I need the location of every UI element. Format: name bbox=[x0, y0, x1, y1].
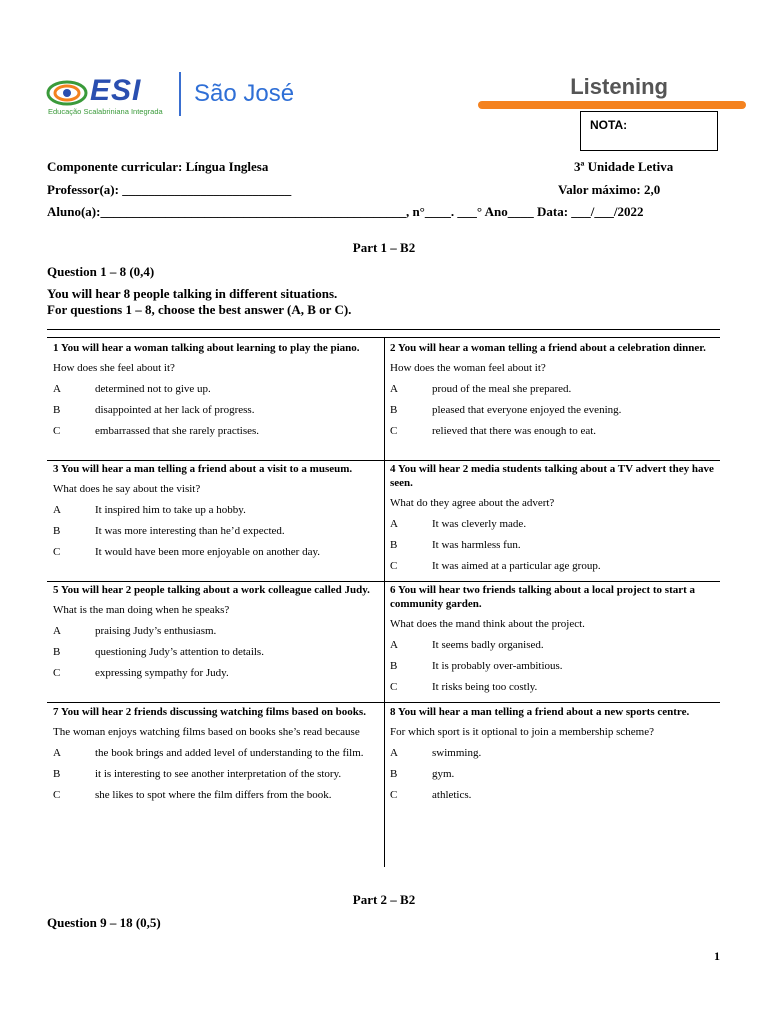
logo-subtitle: Educação Scalabriniana Integrada bbox=[48, 107, 163, 116]
part2-question-range: Question 9 – 18 (0,5) bbox=[47, 915, 161, 930]
question-title: 1 You will hear a woman talking about learning to play the piano. bbox=[53, 342, 360, 354]
question-stem: How does the woman feel about it? bbox=[390, 362, 546, 374]
answer-option-c[interactable]: C embarrassed that she rarely practises. bbox=[53, 425, 260, 437]
question-title: 4 You will hear 2 media students talking about a TV advert they have seen. bbox=[390, 463, 714, 489]
answer-option-b[interactable]: B disappointed at her lack of progress. bbox=[53, 404, 255, 416]
answer-option-b[interactable]: B it is interesting to see another interpretation of the story. bbox=[53, 768, 342, 780]
answer-option-c[interactable]: C relieved that there was enough to eat. bbox=[390, 425, 597, 437]
max-score: Valor máximo: 2,0 bbox=[558, 182, 661, 197]
grid-column-divider bbox=[384, 337, 385, 867]
grade-box bbox=[580, 111, 718, 151]
question-2 bbox=[390, 341, 715, 438]
answer-option-b[interactable]: B It was harmless fun. bbox=[390, 539, 521, 551]
school-name: São José bbox=[194, 80, 295, 107]
grade-label: NOTA: bbox=[590, 118, 628, 132]
question-title: 2 You will hear a woman telling a friend about a celebration dinner. bbox=[390, 342, 706, 354]
question-stem: What do they agree about the advert? bbox=[390, 497, 555, 509]
answer-option-b[interactable]: B pleased that everyone enjoyed the evening. bbox=[390, 404, 622, 416]
question-8 bbox=[390, 705, 715, 802]
answer-option-b[interactable]: B questioning Judy’s attention to details. bbox=[53, 646, 264, 658]
part1-instruction-2: For questions 1 – 8, choose the best answer (A, B or C). bbox=[47, 302, 352, 317]
question-stem: How does she feel about it? bbox=[53, 362, 175, 374]
page-number: 1 bbox=[714, 949, 720, 963]
question-3 bbox=[53, 462, 378, 559]
term-unit: 3ª Unidade Letiva bbox=[574, 159, 674, 174]
question-title: 7 You will hear 2 friends discussing watching films based on books. bbox=[53, 706, 366, 718]
question-stem: What does the mand think about the project. bbox=[390, 618, 585, 630]
header-accent-bar bbox=[478, 101, 746, 109]
answer-option-a[interactable]: A swimming. bbox=[390, 747, 482, 759]
question-title: 3 You will hear a man telling a friend about a visit to a museum. bbox=[53, 463, 353, 475]
question-5 bbox=[53, 583, 378, 680]
logo-text: ESI bbox=[90, 74, 142, 107]
answer-option-a[interactable]: A proud of the meal she prepared. bbox=[390, 383, 572, 395]
question-title: 5 You will hear 2 people talking about a work colleague called Judy. bbox=[53, 584, 370, 596]
answer-option-c[interactable]: C expressing sympathy for Judy. bbox=[53, 667, 229, 679]
answer-option-c[interactable]: C It was aimed at a particular age group. bbox=[390, 560, 601, 572]
school-logo bbox=[46, 72, 316, 122]
question-1 bbox=[53, 341, 378, 438]
answer-option-a[interactable]: A It seems badly organised. bbox=[390, 639, 544, 651]
course-component: Componente curricular: Língua Inglesa bbox=[47, 159, 269, 174]
student-field: Aluno(a):_______________________________________________, n°____. ___° Ano____ Data: ___/___/2022 bbox=[47, 204, 644, 219]
answer-option-b[interactable]: B It is probably over-ambitious. bbox=[390, 660, 563, 672]
answer-option-a[interactable]: A It was cleverly made. bbox=[390, 518, 527, 530]
question-6 bbox=[390, 583, 715, 694]
part1-instruction-1: You will hear 8 people talking in different situations. bbox=[47, 286, 338, 301]
logo-swirl-icon bbox=[46, 78, 88, 108]
question-stem: What does he say about the visit? bbox=[53, 483, 201, 495]
question-title: 6 You will hear two friends talking about a local project to start a community garden. bbox=[390, 584, 696, 610]
question-stem: What is the man doing when he speaks? bbox=[53, 604, 230, 616]
teacher-field: Professor(a): __________________________ bbox=[47, 182, 292, 197]
answer-option-c[interactable]: C It would have been more enjoyable on another day. bbox=[53, 546, 321, 558]
question-title: 8 You will hear a man telling a friend about a new sports centre. bbox=[390, 706, 690, 718]
answer-option-a[interactable]: A praising Judy’s enthusiasm. bbox=[53, 625, 217, 637]
part1-question-range: Question 1 – 8 (0,4) bbox=[47, 264, 155, 279]
answer-option-c[interactable]: C she likes to spot where the film differs from the book. bbox=[53, 789, 332, 801]
answer-option-b[interactable]: B It was more interesting than he’d expected. bbox=[53, 525, 285, 537]
answer-option-a[interactable]: A determined not to give up. bbox=[53, 383, 211, 395]
answer-option-a[interactable]: A the book brings and added level of understanding to the film. bbox=[53, 747, 364, 759]
answer-option-b[interactable]: B gym. bbox=[390, 768, 455, 780]
logo-divider bbox=[179, 72, 181, 116]
section-divider bbox=[47, 329, 720, 330]
answer-option-c[interactable]: C athletics. bbox=[390, 789, 472, 801]
answer-option-a[interactable]: A It inspired him to take up a hobby. bbox=[53, 504, 246, 516]
part1-title: Part 1 – B2 bbox=[352, 240, 416, 255]
section-title: Listening bbox=[570, 74, 668, 99]
question-7 bbox=[53, 705, 378, 802]
part2-title: Part 2 – B2 bbox=[352, 892, 416, 907]
answer-option-c[interactable]: C It risks being too costly. bbox=[390, 681, 538, 693]
question-stem: The woman enjoys watching films based on books she’s read because bbox=[53, 726, 360, 738]
question-4 bbox=[390, 462, 715, 573]
question-stem: For which sport is it optional to join a membership scheme? bbox=[390, 726, 654, 738]
